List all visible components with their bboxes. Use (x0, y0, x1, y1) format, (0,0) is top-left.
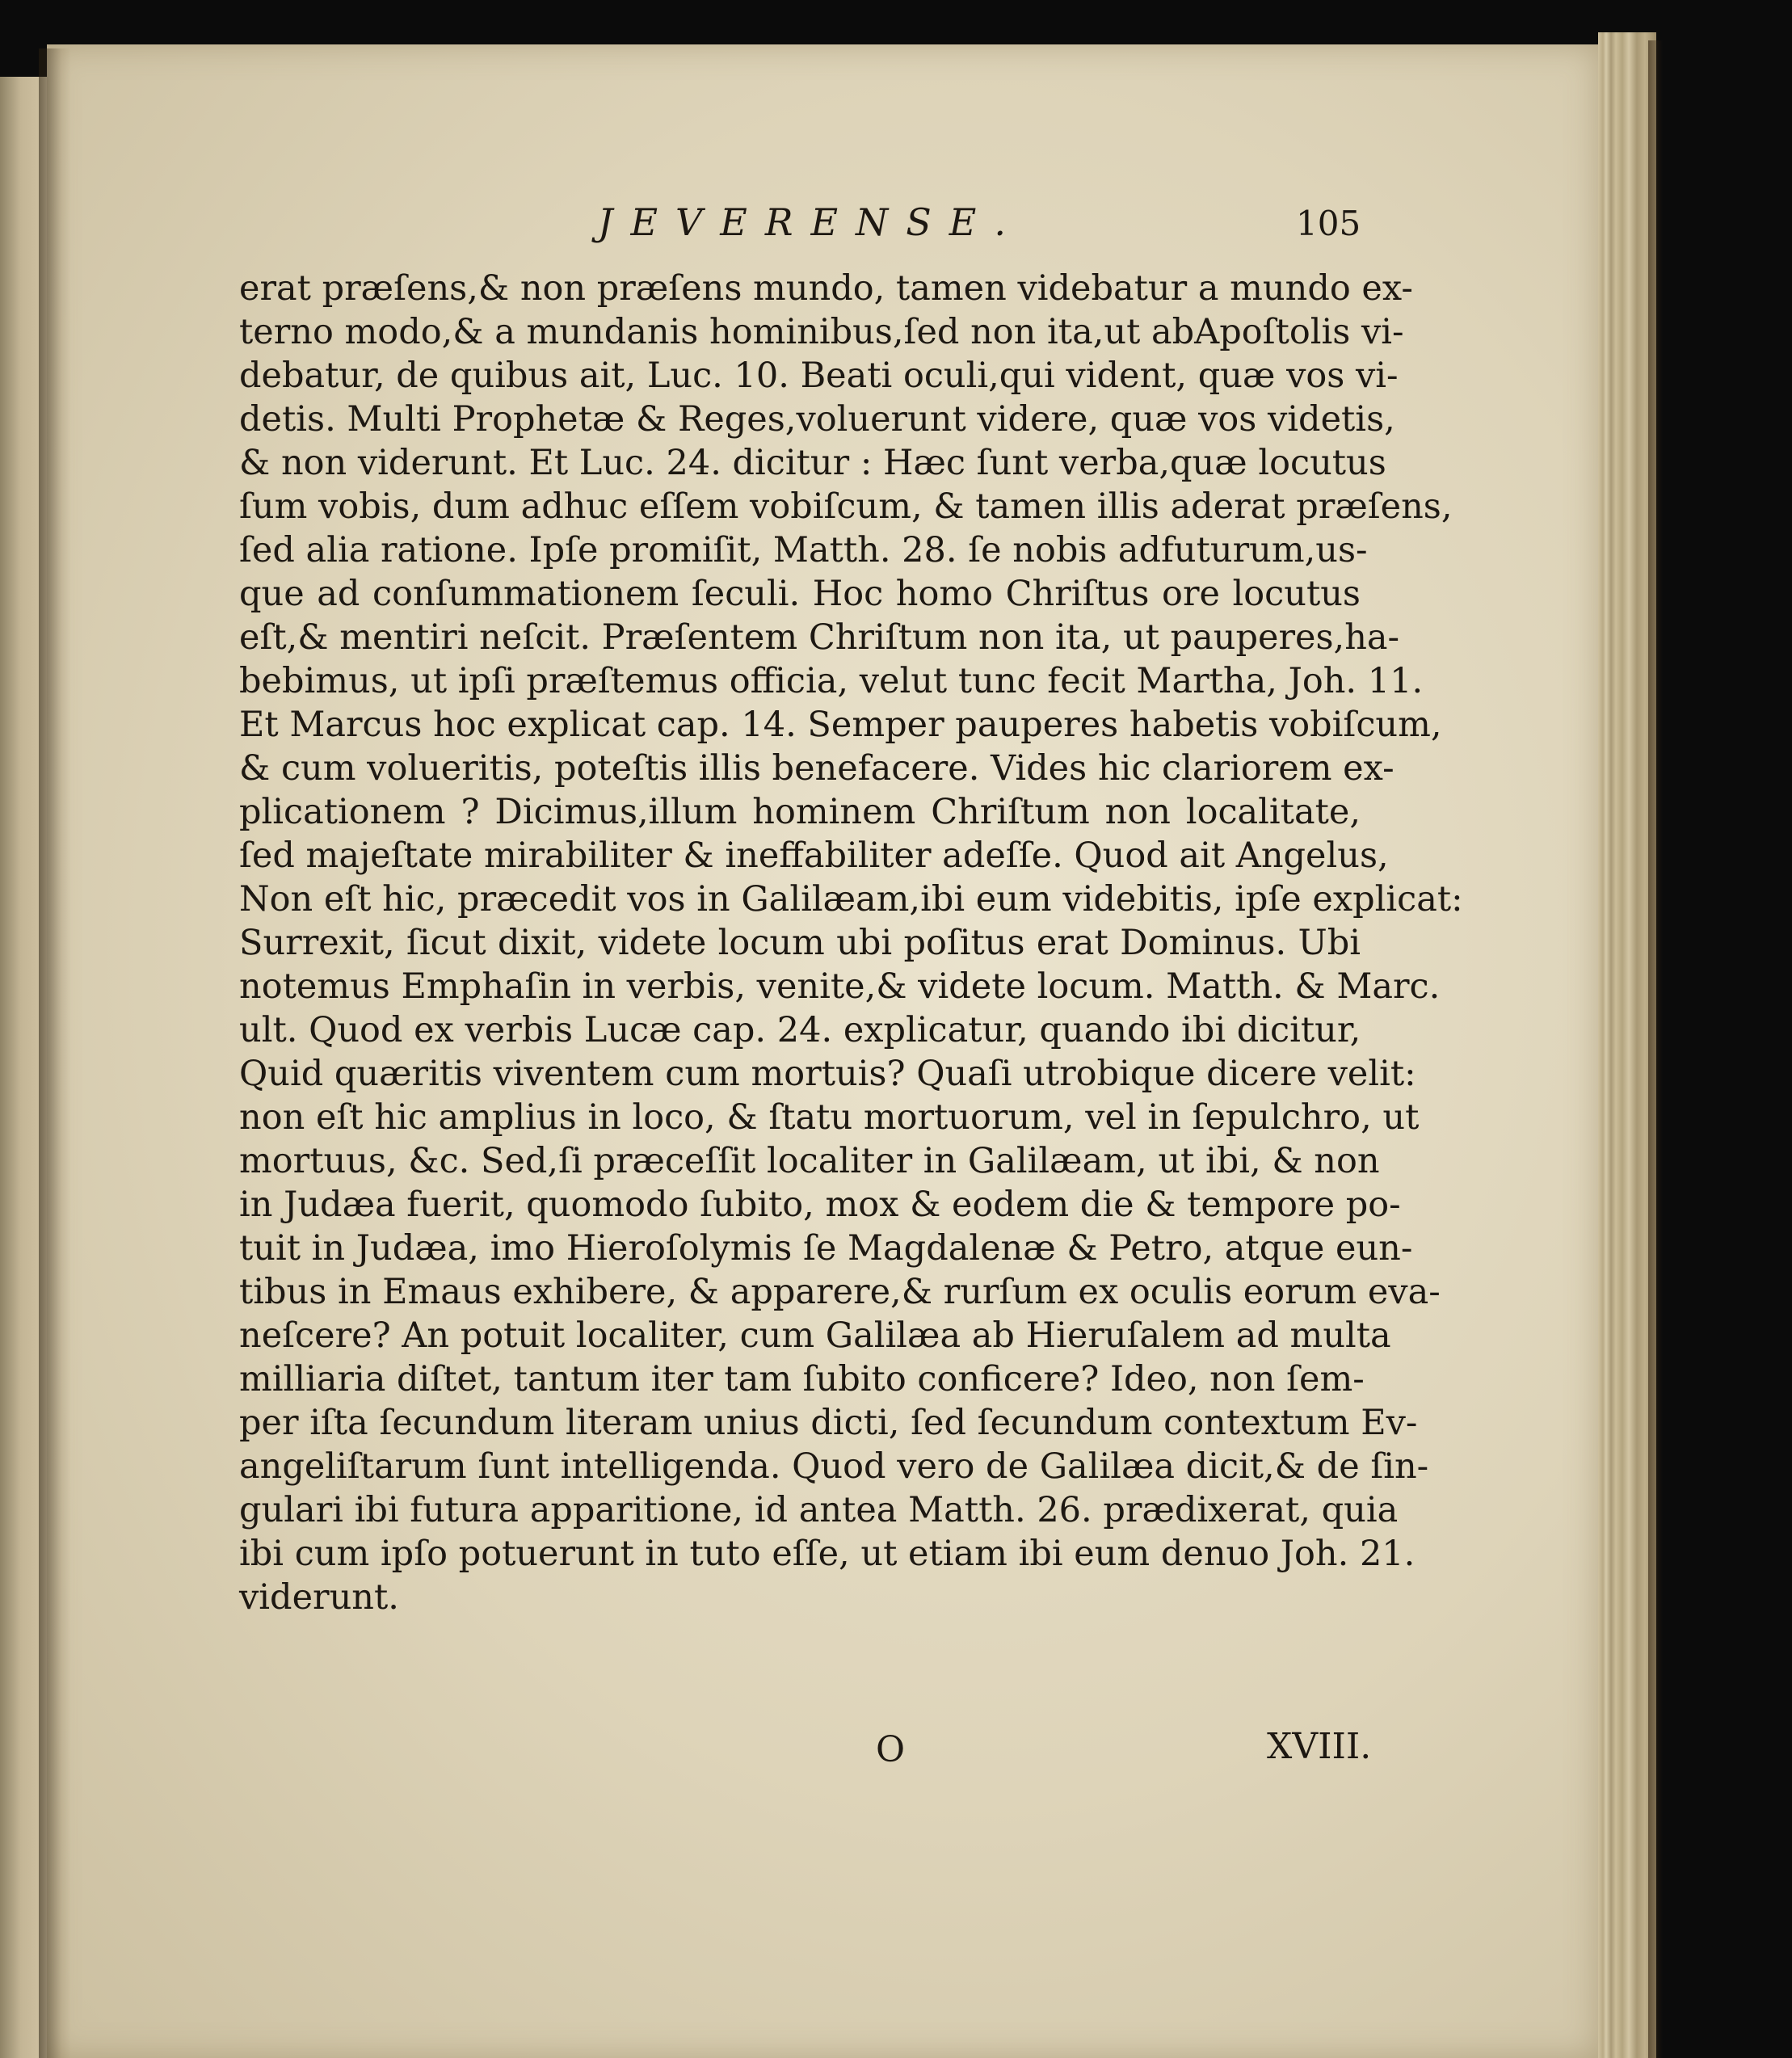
text-line: Non eſt hic, præcedit vos in Galilæam,ibi eum videbitis, ipſe explicat: (239, 879, 1463, 920)
text-line: milliaria diſtet, tantum iter tam ſubito conficere? Ideo, non ſem- (239, 1359, 1365, 1399)
text-line: notemus Emphaſin in verbis, venite,& videte locum. Matth. & Marc. (239, 966, 1441, 1007)
text-line: neſcere? An potuit localiter, cum Galilæa ab Hieruſalem ad multa (239, 1315, 1391, 1356)
text-line: Surrexit, ſicut dixit, videte locum ubi poſitus erat Dominus. Ubi (239, 923, 1361, 963)
text-line: Quid quæritis viventem cum mortuis? Quaſi utrobique dicere velit: (239, 1054, 1416, 1094)
text-line: que ad conſummationem ſeculi. Hoc homo Chriſtus ore locutus (239, 574, 1361, 614)
text-line: ult. Quod ex verbis Lucæ cap. 24. explicatur, quando ibi dicitur, (239, 1010, 1361, 1050)
text-line: ibi cum ipſo potuerunt in tuto eſſe, ut etiam ibi eum denuo Joh. 21. (239, 1534, 1416, 1574)
text-line: & cum volueritis, poteſtis illis benefacere. Vides hic clariorem ex- (239, 748, 1394, 789)
text-line: per iſta ſecundum literam unius dicti, ſed ſecundum contextum Ev- (239, 1403, 1418, 1443)
text-line: gulari ibi futura apparitione, id antea Matth. 26. prædixerat, quia (239, 1490, 1399, 1530)
gutter-shadow (39, 48, 71, 2058)
text-line: erat præſens,& non præſens mundo, tamen videbatur a mundo ex- (239, 268, 1413, 309)
text-line: tibus in Emaus exhibere, & apparere,& rurſum ex oculis eorum eva- (239, 1272, 1441, 1312)
page-number: 105 (1296, 204, 1361, 243)
catchword: XVIII. (1267, 1726, 1372, 1767)
text-line: mortuus, &c. Sed,ſi præceſſit localiter in Galilæam, ut ibi, & non (239, 1141, 1380, 1181)
text-line: detis. Multi Prophetæ & Reges,voluerunt videre, quæ vos videtis, (239, 399, 1395, 440)
text-line: eſt,& mentiri neſcit. Præſentem Chriſtum non ita, ut pauperes,ha- (239, 617, 1400, 658)
text-line: debatur, de quibus ait, Luc. 10. Beati oculi,qui vident, quæ vos vi- (239, 356, 1399, 396)
text-line: tuit in Judæa, imo Hieroſolymis ſe Magdalenæ & Petro, atque eun- (239, 1228, 1413, 1269)
text-line: ſum vobis, dum adhuc eſſem vobiſcum, & tamen illis aderat præſens, (239, 486, 1453, 527)
signature-mark: O (876, 1729, 906, 1770)
text-line: bebimus, ut ipſi præſtemus officia, velut tunc fecit Martha, Joh. 11. (239, 661, 1424, 701)
text-line: ſed majeſtate mirabiliter & ineffabiliter adeſſe. Quod ait Angelus, (239, 835, 1389, 876)
text-line: & non viderunt. Et Luc. 24. dicitur : Hæc ſunt verba,quæ locutus (239, 443, 1386, 483)
text-line: angeliſtarum ſunt intelligenda. Quod vero de Galilæa dicit,& de ſin- (239, 1446, 1429, 1487)
text-line: in Judæa fuerit, quomodo ſubito, mox & eodem die & tempore po- (239, 1185, 1401, 1225)
text-line: non eſt hic amplius in loco, & ſtatu mortuorum, vel in ſepulchro, ut (239, 1097, 1420, 1138)
running-head: JEVERENSE. (598, 200, 1024, 244)
page-edge-shadow (1648, 40, 1663, 2058)
text-line: ſed alia ratione. Ipſe promiſit, Matth. 28. ſe nobis adfuturum,us- (239, 530, 1368, 570)
text-line: plicationem ? Dicimus,illum hominem Chriſtum non localitate, (239, 792, 1361, 832)
text-line: Et Marcus hoc explicat cap. 14. Semper pauperes habetis vobiſcum, (239, 705, 1442, 745)
text-line: terno modo,& a mundanis hominibus,ſed non ita,ut abApoſtolis vi- (239, 312, 1404, 352)
text-line: viderunt. (239, 1577, 399, 1618)
